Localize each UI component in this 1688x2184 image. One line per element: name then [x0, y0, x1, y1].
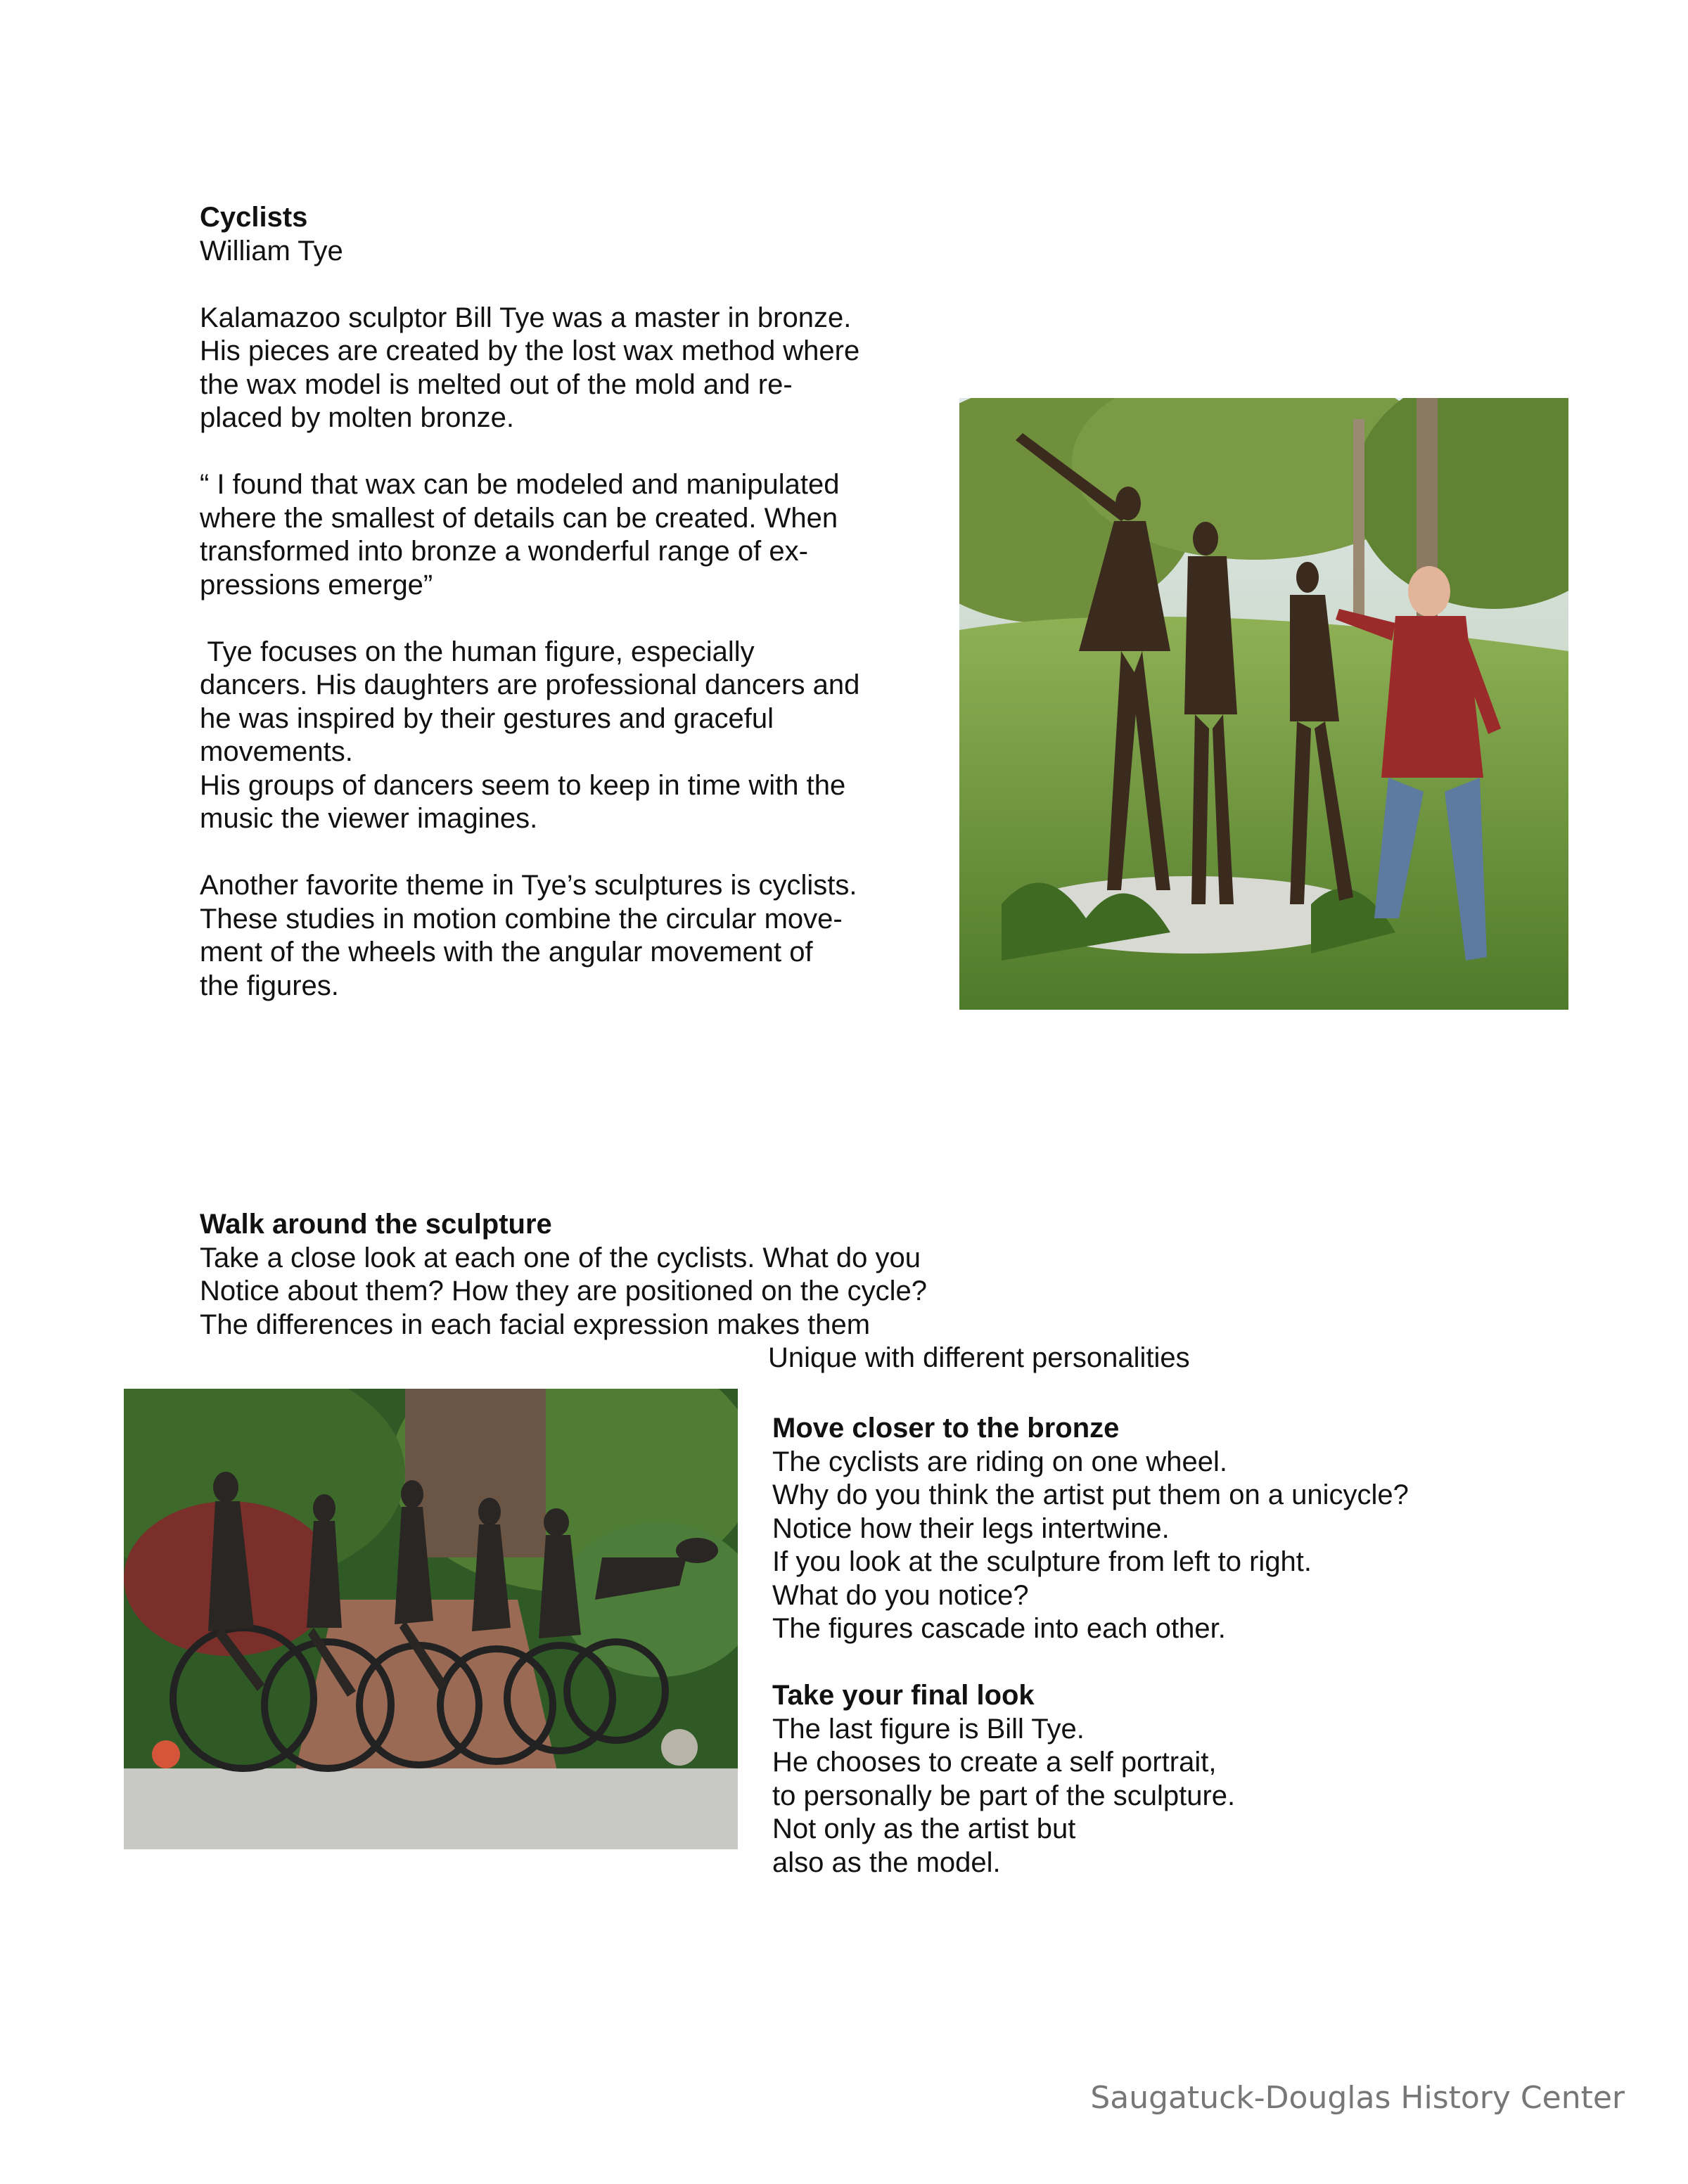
quote-line: “ I found that wax can be modeled and manipulated [200, 469, 840, 500]
closer-line: If you look at the sculpture from left to right. [772, 1546, 1312, 1577]
dancers-line: he was inspired by their gestures and graceful [200, 702, 774, 734]
walk-continuation [768, 1342, 1190, 1375]
closer-section [772, 1412, 1409, 1880]
final-line: The last figure is Bill Tye. [772, 1713, 1085, 1745]
walk-line: Take a close look at each one of the cyclists. What do you [200, 1242, 921, 1273]
quote-line: pressions emerge” [200, 569, 433, 600]
cyclists-line: These studies in motion combine the circular move- [200, 903, 843, 934]
dancers-line: His groups of dancers seem to keep in time with the [200, 769, 846, 801]
final-line: to personally be part of the sculpture. [772, 1780, 1236, 1811]
final-line: also as the model. [772, 1846, 1001, 1878]
dancers-line: music the viewer imagines. [200, 803, 538, 834]
final-line: He chooses to create a self portrait, [772, 1747, 1217, 1778]
walk-line: The differences in each facial expression makes them [200, 1309, 871, 1340]
cyclists-line: ment of the wheels with the angular movement of [200, 937, 813, 968]
closer-line: What do you notice? [772, 1579, 1029, 1611]
intro-line: the wax model is melted out of the mold and re- [200, 368, 793, 400]
closer-heading: Move closer to the bronze [772, 1413, 1120, 1444]
walk-line: Notice about them? How they are positioned on the cycle? [200, 1276, 927, 1306]
footer-credit: Saugatuck-Douglas History Center [1090, 2080, 1625, 2116]
quote-line: transformed into bronze a wonderful range of ex- [200, 536, 808, 567]
intro-line: Kalamazoo sculptor Bill Tye was a master in bronze. [200, 302, 852, 333]
intro-line: placed by molten bronze. [200, 402, 514, 433]
dancers-line: Tye focuses on the human figure, especially [200, 636, 755, 667]
intro-line: His pieces are created by the lost wax method where [200, 335, 860, 366]
dancers-line: movements. [200, 736, 353, 767]
closer-line: Why do you think the artist put them on a unicycle? [772, 1479, 1409, 1510]
final-heading: Take your final look [772, 1680, 1035, 1711]
closer-line: Notice how their legs intertwine. [772, 1512, 1170, 1544]
artist-name: William Tye [200, 235, 343, 266]
dancers-sculpture-photo [959, 398, 1568, 1010]
intro-section [200, 201, 859, 1003]
quote-line: where the smallest of details can be created. When [200, 502, 838, 534]
dancers-line: dancers. His daughters are professional dancers and [200, 669, 860, 700]
cyclists-line: Another favorite theme in Tye’s sculptures is cyclists. [200, 870, 857, 901]
cyclists-line: the figures. [200, 970, 339, 1001]
sculpture-title: Cyclists [200, 202, 308, 233]
walk-heading: Walk around the sculpture [200, 1209, 552, 1240]
cyclists-sculpture-photo [124, 1389, 738, 1849]
closer-line: The cyclists are riding on one wheel. [772, 1446, 1227, 1477]
final-line: Not only as the artist but [772, 1813, 1076, 1844]
walk-continuation-line: Unique with different personalities [768, 1342, 1190, 1373]
closer-line: The figures cascade into each other. [772, 1613, 1226, 1644]
walk-section [200, 1208, 927, 1342]
